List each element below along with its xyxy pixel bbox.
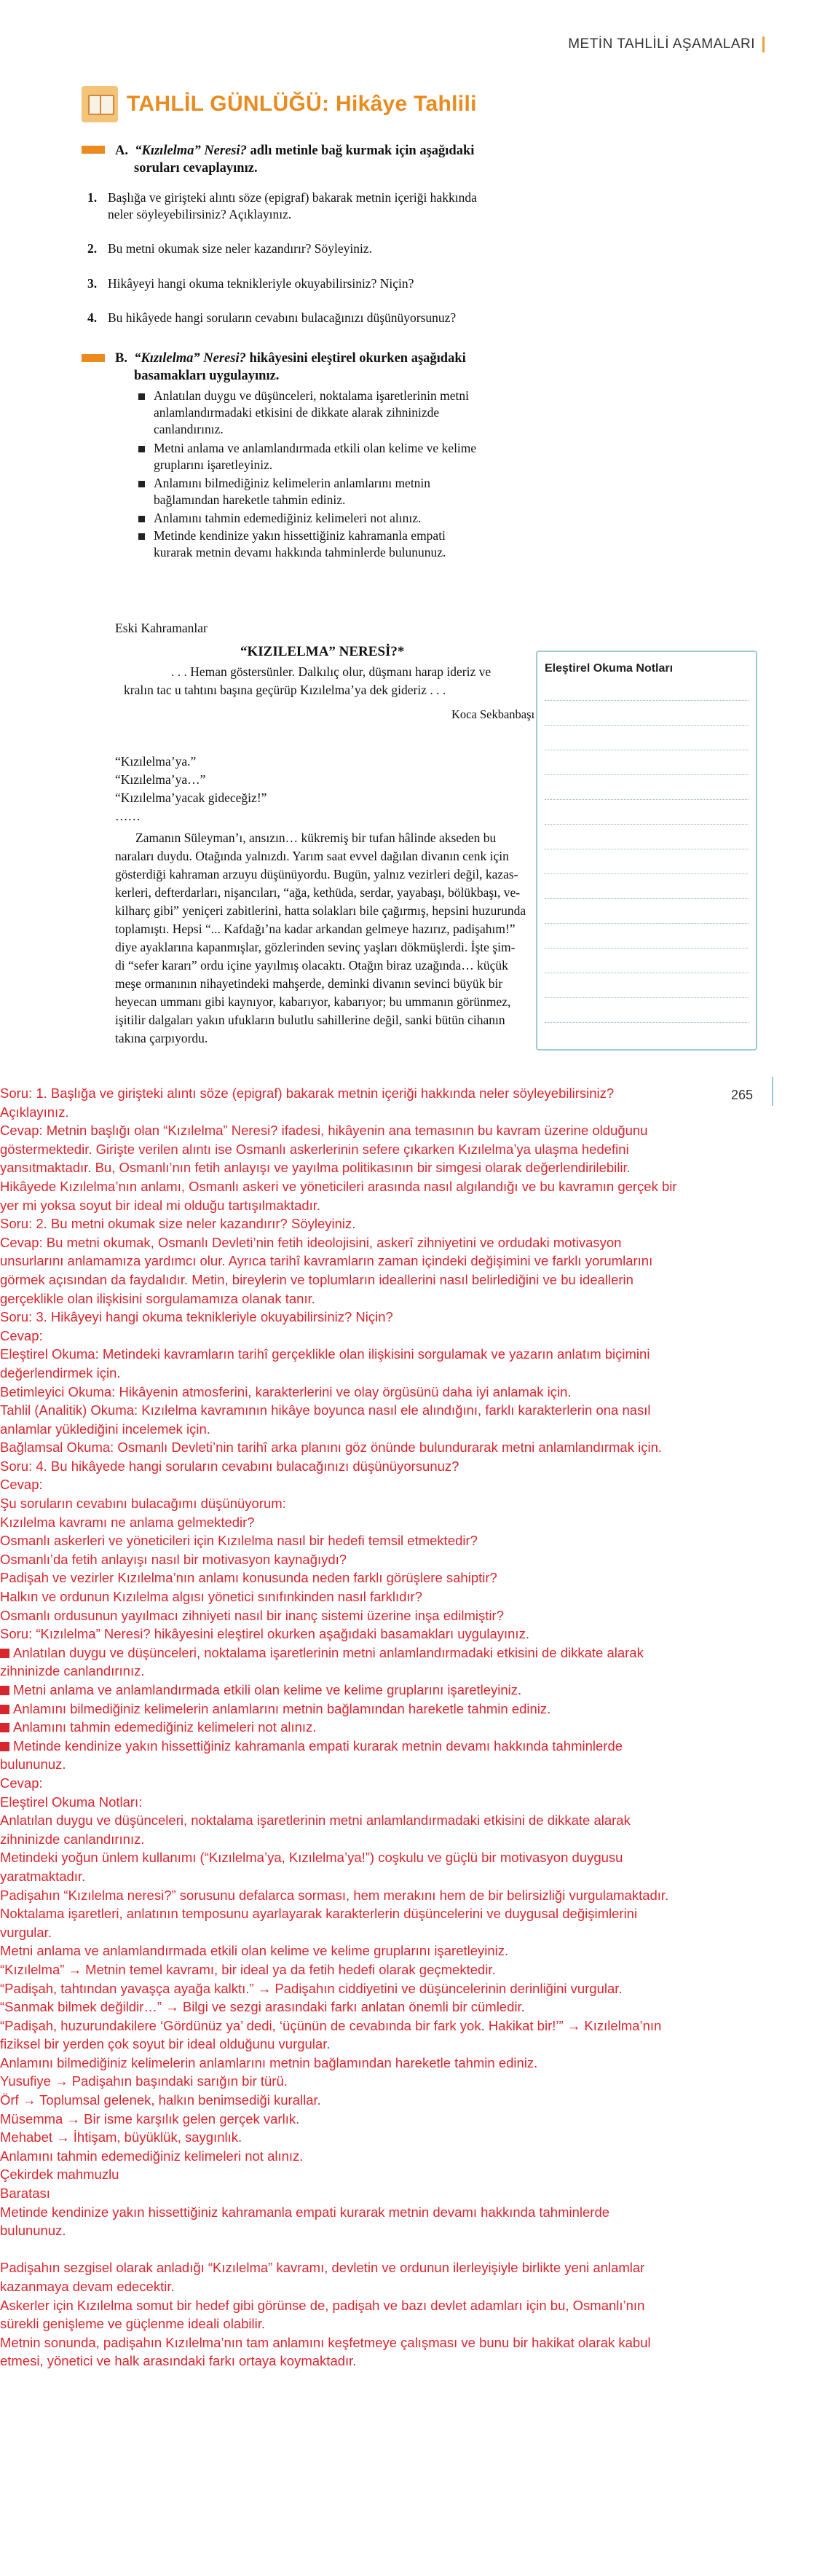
epigraph-line: kralın tac u tahtını başına geçürüp Kızılelma’ya dek gideriz . . . — [124, 683, 446, 697]
bullet-square-icon — [138, 481, 145, 487]
answer-line: anlamlar yüklediğini incelemek için. — [0, 1421, 210, 1437]
section-b-heading: B. “Kızılelma” Neresi? hikâyesini eleştirel okurken aşağıdaki — [115, 351, 466, 366]
answer-line: Askerler için Kızılelma somut bir hedef gibi görünse de, padişah ve bazı devlet adamları için bu, Osmanlı’nın — [0, 2297, 645, 2313]
answer-line: Padişahın “Kızılelma neresi?” sorusunu defalarca sorması, hem merakını hem de bir belirsizliği vurgulamaktadır. — [0, 1887, 669, 1903]
answer-line: Anlatılan duygu ve düşünceleri, noktalama işaretlerinin metni anlamlandırmadaki etkisini de dikkate alarak — [0, 1644, 833, 1662]
running-header-title: METİN TAHLİLİ AŞAMALARI — [568, 36, 755, 52]
answer-line: “Padişah, huzurundakilere ‘Gördünüz ya’ dedi, ‘üçünün de cevabında bir fark yok. Hakikat bir!’” → Kızılelma’nın — [0, 2017, 662, 2033]
bullet-square-icon — [138, 446, 145, 452]
section-b-heading-line2: basamakları uygulayınız. — [134, 369, 280, 383]
dialogue-line: …… — [115, 809, 141, 823]
bullet-square-icon — [138, 393, 145, 400]
answer-line: Baratası — [0, 2186, 50, 2202]
answer-line: yansıtmaktadır. Bu, Osmanlı’nın fetih anlayışı ve yayılma politikasının bir simgesi olarak değerlendirilebilir. — [0, 1160, 631, 1176]
red-bullet-square-icon — [0, 1723, 9, 1732]
answer-line: Metinde kendinize yakın hissettiğiniz kahramanla empati kurarak metnin devamı hakkında tahminlerde — [0, 1737, 833, 1756]
section-a-heading-line2: soruları cevaplayınız. — [134, 161, 258, 176]
answer-line: göstermektedir. Girişte verilen alıntı ise Osmanlı askerlerinin sefere çıkarken Kızılelma’ya ulaşma hedefini — [0, 1141, 629, 1157]
answer-line: Çekirdek mahmuzlu — [0, 2167, 119, 2183]
answer-line: Soru: 1. Başlığa ve girişteki alıntı söze (epigraf) bakarak metnin içeriği hakkında neler söyleyebilirsiniz? — [0, 1085, 615, 1101]
dialogue-line: “Kızılelma’ya…” — [115, 772, 206, 787]
dialogue-line: “Kızılelma’yacak gideceğiz!” — [115, 790, 267, 805]
answer-line: Mehabet → İhtişam, büyüklük, saygınlık. — [0, 2129, 242, 2145]
note-line — [545, 774, 749, 775]
answer-line: değerlendirmek için. — [0, 1364, 121, 1381]
answer-line: Cevap: Metnin başlığı olan “Kızılelma” Neresi? ifadesi, hikâyenin ana temasının bu kavram üzerine olduğunu — [0, 1123, 648, 1139]
answer-line: zihninizde canlandırınız. — [0, 1831, 145, 1847]
answer-line: Halkın ve ordunun Kızılelma algısı yönetici sınıfınkinden nasıl farklıdır? — [0, 1589, 422, 1605]
answer-line: görmek açısından da faydalıdır. Metin, bireylerin ve toplumların ideallerini nasıl belirlediğini ve bu ideallerin — [0, 1271, 633, 1287]
note-line — [545, 873, 749, 874]
answer-line: Noktalama işaretleri, anlatının temposunu ayarlayarak karakterlerin düşüncelerini ve duygusal değişimlerini — [0, 1906, 638, 1922]
bullet-square-icon — [138, 533, 145, 540]
red-bullet-square-icon — [0, 1705, 9, 1714]
answer-line — [0, 2240, 833, 2259]
book-icon — [82, 86, 118, 122]
dialogue-line: “Kızılelma’ya.” — [115, 754, 197, 769]
answer-line: Müsemma → Bir isme karşılık gelen gerçek varlık. — [0, 2110, 300, 2127]
answer-line: Padişah ve vezirler Kızılelma’nın anlamı konusunda neden farklı görüşlere sahiptir? — [0, 1570, 497, 1586]
note-line — [545, 898, 749, 899]
answer-line: “Sanmak bilmek değildir…” → Bilgi ve sezgi arasındaki farkı anlatan önemli bir cümledir. — [0, 1999, 525, 2015]
answer-line: “Padişah, tahtından yavaşça ayağa kalktı.” → Padişahın ciddiyetini ve düşüncelerinin derinliğini vurgular. — [0, 1980, 623, 1996]
answer-line: Padişahın sezgisel olarak anladığı “Kızılelma” kavramı, devletin ve ordunun ilerleyişiyle birlikte yeni anlamlar — [0, 2260, 645, 2276]
answer-line: kazanmaya devam edecektir. — [0, 2279, 175, 2294]
question-item: 1. Başlığa ve girişteki alıntı söze (epigraf) bakarak metnin içeriği hakkında neler söyleyebilirsiniz? Açıklayınız. — [87, 190, 477, 221]
bullet-item: Metni anlama ve anlamlandırmada etkili olan kelime ve kelime gruplarını işaretleyiniz. — [138, 440, 476, 474]
answer-line: Anlamını bilmediğiniz kelimelerin anlamlarını metnin bağlamından hareketle tahmin ediniz. — [0, 1700, 833, 1719]
answer-line: yaratmaktadır. — [0, 1868, 86, 1884]
note-line — [545, 824, 749, 825]
question-item: 2. Bu metni okumak size neler kazandırır? Söyleyiniz. — [87, 241, 373, 256]
answer-line: Örf → Toplumsal gelenek, halkın benimsediği kurallar. — [0, 2092, 321, 2108]
answer-line: gerçeklikle olan ilişkisini sorgulamamıza olanak tanır. — [0, 1290, 315, 1306]
header-accent-bar — [762, 36, 765, 52]
epigraph-line: . . . Heman göstersünler. Dalkılıç olur, düşmanı harap ideriz ve — [171, 664, 491, 679]
answer-line: Soru: 3. Hikâyeyi hangi okuma teknikleriyle okuyabilirsiniz? Niçin? — [0, 1309, 393, 1325]
question-item: 3. Hikâyeyi hangi okuma teknikleriyle okuyabilirsiniz? Niçin? — [87, 276, 414, 291]
critical-reading-notes-box — [536, 651, 757, 1051]
answer-line: Anlamını tahmin edemediğiniz kelimeleri not alınız. — [0, 1718, 833, 1737]
note-line — [545, 799, 749, 800]
answer-line: Anlamını tahmin edemediğiniz kelimeleri not alınız. — [0, 2148, 304, 2164]
section-a-marker — [82, 146, 105, 154]
answer-line: Cevap: Bu metni okumak, Osmanlı Devleti’nin fetih ideolojisini, askerî zihniyetini ve ordudaki motivasyon — [0, 1234, 622, 1250]
page-number: 265 — [731, 1088, 754, 1102]
answer-line: Eleştirel Okuma Notları: — [0, 1794, 143, 1810]
story-series: Eski Kahramanlar — [115, 621, 208, 635]
note-line — [545, 948, 749, 949]
answer-line: bulununuz. — [0, 2223, 66, 2239]
notes-box-title: Eleştirel Okuma Notları — [545, 662, 674, 675]
answer-line: “Kızılelma” → Metnin temel kavramı, bir ideal ya da fetih hedefi olarak geçmektedir. — [0, 1961, 496, 1977]
answer-line: Tahlil (Analitik) Okuma: Kızılelma kavramının hikâye boyunca nasıl ele alındığını, farklı karakterlerin ona nasıl — [0, 1402, 651, 1418]
answer-line: Anlatılan duygu ve düşünceleri, noktalama işaretlerinin metni anlamlandırmadaki etkisini de dikkate alarak — [0, 1813, 631, 1829]
bullet-item: Metinde kendinize yakın hissettiğiniz kahramanla empati kurarak metnin devamı hakkında tahminlerde bulununuz. — [138, 527, 446, 561]
answer-line: unsurlarını anlamamıza yardımcı olur. Ayrıca tarihî kavramların zaman içindeki değişimini ve farklı yorumlarını — [0, 1253, 653, 1269]
answer-line: Cevap: — [0, 1477, 43, 1493]
bullet-item: Anlamını bilmediğiniz kelimelerin anlamlarını metnin bağlamından hareketle tahmin ediniz. — [138, 475, 430, 508]
answer-line: Soru: 4. Bu hikâyede hangi soruların cevabını bulacağınızı düşünüyorsunuz? — [0, 1458, 459, 1474]
answer-line: Soru: “Kızılelma” Neresi? hikâyesini eleştirel okurken aşağıdaki basamakları uygulayınız. — [0, 1626, 529, 1642]
bullet-item: Anlamını tahmin edemediğiniz kelimeleri not alınız. — [138, 510, 421, 527]
red-bullet-square-icon — [0, 1686, 9, 1695]
bullet-item: Anlatılan duygu ve düşünceleri, noktalama işaretlerinin metni anlamlandırmadaki etkisini de dikkate alarak zihninizde canlandırınız. — [138, 388, 469, 438]
answer-line: Betimleyici Okuma: Hikâyenin atmosferini, karakterlerini ve olay örgüsünü daha iyi anlamak için. — [0, 1383, 572, 1399]
answer-line: Cevap: — [0, 1327, 43, 1343]
answer-line: Açıklayınız. — [0, 1104, 69, 1120]
answer-line: Metni anlama ve anlamlandırmada etkili olan kelime ve kelime gruplarını işaretleyiniz. — [0, 1681, 833, 1700]
answer-line: sürekli genişleme ve güçlenme ideali olabilir. — [0, 2316, 266, 2332]
answer-line: fiziksel bir yerden çok soyut bir ideal olduğunu vurgular. — [0, 2036, 331, 2052]
answer-line: Şu soruların cevabını bulacağımı düşünüyorum: — [0, 1496, 286, 1512]
story-paragraph: Zamanın Süleyman’ı, ansızın… kükremiş bir tufan hâlinde akseden bu naraları duydu. Otağında yalnızdı. Yarım saat evvel dağılan divanın cenk için gösterdiği kahraman arzuyu düşünüyordu. Bugün, yalnız vezirleri değil, kazas- kerleri, defterdarları, nişancıları, “ağa, kethüda, serdar, yayabaşı, bölükbaşı, ve- kilharç gibi” yeniçeri zabitlerini, hatta solakları bile çağırmış, hepsini huzurunda toplamıştı. Hepsi “... Kafdağı’na kadar arkandan gelmeye hazırız, padişahım!” diye ayaklarına kapanmışlar, gözlerinden sevinç yaşları dökmüşlerdi. İşte şim- di “sefer kararı” ordu içine yayılmış olacaktı. Otağın biraz uzağında… küçük meşe ormanının nihayetindeki mahşerde, deminki divanın sevinci büyük bir heyecan ummanı gibi kaynıyor, kabarıyor, kabarıyor; bu ummanın görünmez, işitilir dalgaları yakın ufukların bulutlu sahillerine değil, sanki bütün cihanın takına çarpıyordu. — [115, 830, 526, 1045]
answer-line: Bağlamsal Okuma: Osmanlı Devleti’nin tarihî arka planını göz önünde bulundurarak metni anlamlandırmak için. — [0, 1440, 663, 1456]
story-title: “KIZILELMA” NERESİ?* — [240, 644, 405, 659]
answer-line: Anlamını bilmediğiniz kelimelerin anlamlarını metnin bağlamından hareketle tahmin ediniz. — [0, 2054, 538, 2070]
red-bullet-square-icon — [0, 1649, 9, 1658]
answer-line: Metni anlama ve anlamlandırmada etkili olan kelime ve kelime gruplarını işaretleyiniz. — [0, 1943, 509, 1959]
answer-line: Soru: 2. Bu metni okumak size neler kazandırır? Söyleyiniz. — [0, 1216, 356, 1232]
answer-line: vurgular. — [0, 1924, 52, 1940]
answer-line: zihninizde canlandırınız. — [0, 1663, 145, 1679]
answer-line: yer mi yoksa soyut bir ideal mi olduğu tartışılmaktadır. — [0, 1197, 321, 1213]
section-a-heading: A. “Kızılelma” Neresi? adlı metinle bağ kurmak için aşağıdaki — [115, 144, 475, 158]
answer-line: Cevap: — [0, 1775, 43, 1791]
note-line — [545, 923, 749, 924]
note-line — [545, 997, 749, 998]
note-line — [545, 700, 749, 701]
bullet-square-icon — [138, 516, 145, 522]
note-line — [545, 1022, 749, 1023]
answer-line: Hikâyede Kızılelma’nın anlamı, Osmanlı askeri ve yöneticileri arasında nasıl algılandığı ve bu kavramın gerçek bir — [0, 1178, 677, 1194]
answer-line: Osmanlı’da fetih anlayışı nasıl bir motivasyon kaynağıydı? — [0, 1551, 347, 1567]
answer-line: Kızılelma kavramı ne anlama gelmektedir? — [0, 1514, 255, 1530]
answer-line: etmesi, yönetici ve halk arasındaki farkı ortaya koymaktadır. — [0, 2353, 357, 2369]
section-b-marker — [82, 354, 105, 362]
answer-line: Metinde kendinize yakın hissettiğiniz kahramanla empati kurarak metnin devamı hakkında tahminlerde — [0, 2204, 610, 2220]
answer-line: Eleştirel Okuma: Metindeki kavramların tarihî gerçeklikle olan ilişkisini sorgulamak ve yazarın anlatım biçimini — [0, 1346, 650, 1362]
red-bullet-square-icon — [0, 1742, 9, 1751]
answer-line: Osmanlı askerleri ve yöneticileri için Kızılelma nasıl bir hedefi temsil etmektedir? — [0, 1533, 478, 1549]
note-line — [545, 725, 749, 726]
running-header — [568, 36, 765, 52]
answer-line: bulununuz. — [0, 1756, 66, 1772]
answer-text-block — [0, 1084, 833, 2371]
page-title-text: TAHLİL GÜNLÜĞÜ: Hikâye Tahlili — [127, 92, 477, 116]
answer-line: Metindeki yoğun ünlem kullanımı (“Kızılelma’ya, Kızılelma’ya!”) coşkulu ve güçlü bir motivasyon duygusu — [0, 1850, 623, 1866]
answer-line: Metnin sonunda, padişahın Kızılelma’nın tam anlamını keşfetmeye çalışması ve bunu bir hakikat olarak kabul — [0, 2334, 651, 2350]
question-item: 4. Bu hikâyede hangi soruların cevabını bulacağınızı düşünüyorsunuz? — [87, 310, 457, 325]
answer-line: Yusufiye → Padişahın başındaki sarığın bir türü. — [0, 2073, 288, 2089]
answer-line: Osmanlı ordusunun yayılmacı zihniyeti nasıl bir inanç sistemi üzerine inşa edilmiştir? — [0, 1607, 504, 1623]
epigraph-author: Koca Sekbanbaşı — [451, 707, 535, 721]
page-title — [82, 86, 477, 122]
